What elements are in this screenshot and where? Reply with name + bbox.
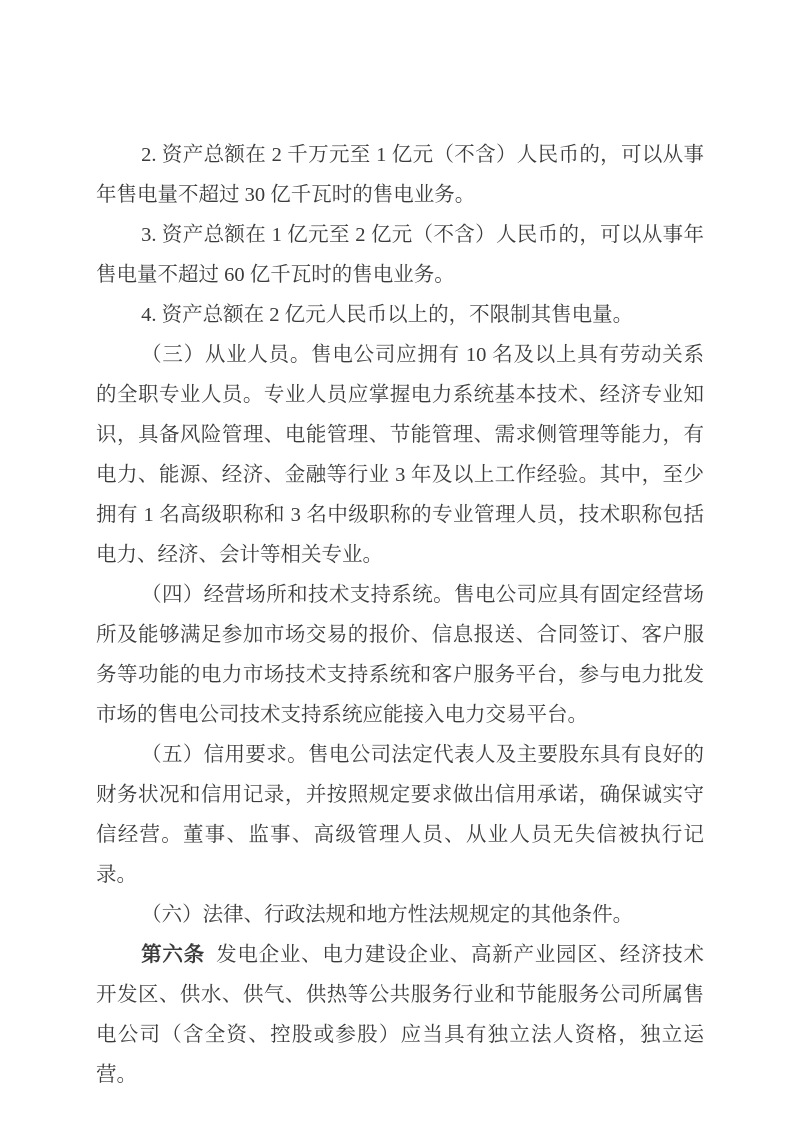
paragraph	[96, 935, 704, 1095]
paragraph-text: （四）经营场所和技术支持系统。售电公司应具有固定经营场所及能够满足参加市场交易的报价、信息报送、合同签订、客户服务等功能的电力市场技术支持系统和客户服务平台，参与电力批发市场的售电公司技术支持系统应能接入电力交易平台。	[96, 584, 704, 726]
document-body	[96, 135, 704, 1095]
paragraph-text: 2. 资产总额在 2 千万元至 1 亿元（不含）人民币的，可以从事年售电量不超过 30 亿千瓦时的售电业务。	[96, 144, 704, 206]
paragraph-text: （六）法律、行政法规和地方性法规规定的其他条件。	[141, 904, 634, 926]
paragraph-text: （五）信用要求。售电公司法定代表人及主要股东具有良好的财务状况和信用记录，并按照规定要求做出信用承诺，确保诚实守信经营。董事、监事、高级管理人员、从业人员无失信被执行记录。	[96, 744, 704, 886]
paragraph-text: 4. 资产总额在 2 亿元人民币以上的，不限制其售电量。	[141, 304, 634, 326]
paragraph	[96, 575, 704, 735]
paragraph-text: （三）从业人员。售电公司应拥有 10 名及以上具有劳动关系的全职专业人员。专业人员应掌握电力系统基本技术、经济专业知识，具备风险管理、电能管理、节能管理、需求侧管理等能力，有电力、能源、经济、金融等行业 3 年及以上工作经验。其中，至少拥有 1 名高级职称和 3 名中级职称的专业管理人员，技术职称包括电力、经济、会计等相关专业。	[96, 344, 704, 566]
paragraph	[96, 335, 704, 575]
article-number: 第六条	[141, 944, 205, 966]
paragraph	[96, 215, 704, 295]
paragraph	[96, 735, 704, 895]
paragraph	[96, 295, 704, 335]
paragraph-text: 3. 资产总额在 1 亿元至 2 亿元（不含）人民币的，可以从事年售电量不超过 60 亿千瓦时的售电业务。	[96, 224, 704, 286]
paragraph	[96, 895, 704, 935]
paragraph-text: 发电企业、电力建设企业、高新产业园区、经济技术开发区、供水、供气、供热等公共服务行业和节能服务公司所属售电公司（含全资、控股或参股）应当具有独立法人资格，独立运营。	[96, 944, 705, 1086]
paragraph	[96, 135, 704, 215]
